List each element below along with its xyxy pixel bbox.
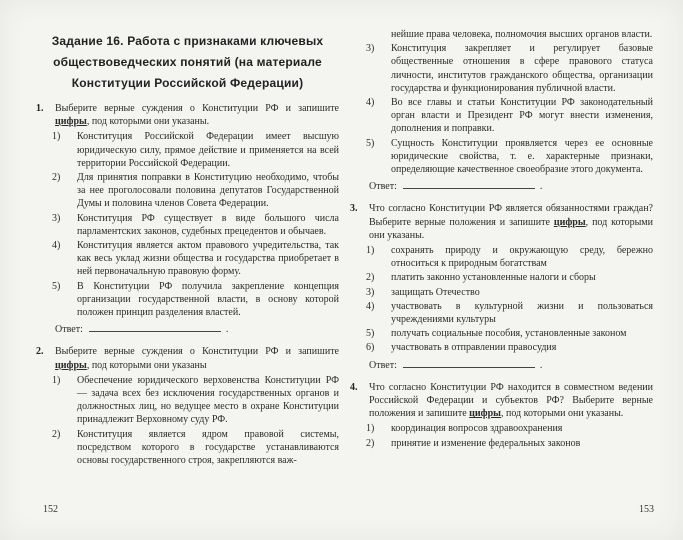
option-number: 6) [366, 342, 375, 354]
emphasis-word: цифры [469, 408, 501, 420]
option-row [366, 300, 653, 326]
title-line-1: Задание 16. Работа с признаками ключевых [51, 34, 324, 48]
option-text: участвовать в отправлении правосудия [391, 342, 557, 354]
option-text: Для принятия поправки в Конституцию необходимо, чтобы за нее проголосовали половина депутатов Государственной Думы и половина членов Совета Федерации. [77, 172, 339, 210]
option-text: защищать Отечество [391, 286, 480, 298]
option-row [52, 374, 339, 427]
option-number: 2) [52, 428, 61, 440]
intro-text-post: , под которыми они указаны. [86, 116, 210, 128]
option-text: Конституция закрепляет и регулирует базовые общественные отношения в сфере правового статуса личности, институтов гражданского общества, организации государства и функционирования публичной власти. [391, 43, 653, 94]
option-text: платить законно установленные налоги и сборы [391, 272, 596, 284]
intro-text-pre: Выберите верные суждения о Конституции РФ и запишите [55, 103, 339, 114]
answer-blank [403, 178, 535, 189]
option-number: 2) [52, 172, 61, 184]
answer-label: Ответ: [369, 359, 397, 371]
option-text: Конституция Российской Федерации имеет высшую юридическую силу, прямое действие и применяется на всей территории Российской Федерации. [77, 131, 339, 169]
page-number-right: 153 [639, 504, 654, 515]
book-page-left [36, 28, 339, 470]
task-number: 1. [36, 103, 44, 114]
task-intro [55, 345, 339, 371]
option-row [52, 171, 339, 211]
task-intro [55, 102, 339, 128]
option-text: В Конституции РФ получила закрепление концепция организации государственной власти, в основу которой положен принцип разделения властей. [77, 280, 339, 319]
option-text: получать социальные пособия, установленные законом [391, 328, 627, 340]
option-text: принятие и изменение федеральных законов [391, 437, 581, 449]
option-text: Сущность Конституции проявляется через ее основные юридические свойства, т. е. характерные признаки, определяющие качественное своеобразие этого документа. [391, 137, 653, 176]
option-number: 1) [366, 423, 375, 435]
emphasis-word: цифры [55, 116, 87, 128]
option-number: 3) [366, 43, 375, 55]
task-3 [350, 202, 653, 378]
option-text: Конституция РФ существует в виде большого числа парламентских законов, судебных прецедентов и обычаев. [77, 212, 339, 237]
task-2-continued [350, 28, 653, 200]
answer-label: Ответ: [369, 181, 397, 193]
page-number-left: 152 [43, 504, 58, 515]
task-4 [350, 381, 653, 451]
option-text: сохранять природу и окружающую среду, бережно относиться к природным богатствам [391, 245, 653, 270]
option-row [366, 271, 653, 284]
continuation-text: нейшие права человека, полномочия высших органов власти. [391, 29, 653, 40]
intro-text-post: , под которыми они указаны [86, 359, 207, 371]
option-number: 3) [52, 212, 61, 224]
task-body [366, 381, 653, 451]
option-number: 2) [366, 437, 375, 449]
answer-line [369, 178, 653, 193]
option-row [366, 437, 653, 450]
task-number: 3. [350, 203, 358, 215]
option-number: 1) [52, 131, 61, 143]
option-row [52, 212, 339, 238]
option-number: 1) [52, 374, 61, 386]
intro-text-post: , под которыми они указаны. [369, 216, 653, 241]
emphasis-word: цифры [553, 216, 586, 228]
option-text: Конституция является ядром правовой системы, посредством которого в государстве устанавливаются основы государственного строя, закрепляются важ- [77, 428, 339, 467]
option-text: Обеспечение юридического верховенства Конституции РФ — задача всех без исключения государственных органов и должностных лиц, но ведущее место в охране Конституции принадлежит Верховному суду РФ. [77, 374, 339, 426]
option-text: Во все главы и статьи Конституции РФ законодательный орган власти и Президент РФ могут внести изменения, дополнения и поправки. [391, 97, 653, 135]
option-row [52, 280, 339, 320]
option-number: 2) [366, 272, 375, 284]
option-row [366, 96, 653, 136]
option-row [52, 130, 339, 170]
title-line-3: Конституции Российской Федерации) [71, 76, 304, 90]
intro-text-pre: Что согласно Конституции РФ является обязанностями граждан? Выберите верные положения и запишите [369, 203, 653, 228]
answer-blank [89, 321, 221, 332]
title-line-2: обществоведческих понятий (на материале [53, 55, 322, 69]
option-number: 4) [366, 97, 375, 109]
option-row [366, 244, 653, 270]
option-text: Конституция является актом правового учредительства, так как весь уклад жизни общества и государства приобретает в ней первоначальную правовую форму. [77, 240, 339, 278]
option-number: 5) [366, 137, 375, 149]
intro-text-pre: Выберите верные суждения о Конституции РФ и запишите [55, 346, 339, 358]
option-number: 5) [366, 328, 375, 340]
option-row [366, 286, 653, 299]
answer-label: Ответ: [55, 324, 83, 336]
emphasis-word: цифры [55, 359, 87, 371]
answer-line [369, 357, 653, 372]
answer-period: . [539, 181, 543, 193]
option-row [366, 42, 653, 95]
option-number: 1) [366, 245, 375, 257]
option-number: 4) [366, 300, 375, 312]
intro-text-post: , под которыми они указаны. [500, 408, 624, 420]
option-number: 3) [366, 286, 375, 298]
answer-period: . [225, 324, 229, 336]
task-body [366, 202, 653, 378]
intro-text-pre: Что согласно Конституции РФ находится в совместном ведении Российской Федерации и субъектов РФ? Выберите верные положения и запишите [369, 381, 653, 420]
option-text: участвовать в культурной жизни и пользоваться учреждениями культуры [391, 300, 653, 326]
option-row [366, 341, 653, 354]
option-row [52, 239, 339, 279]
page-title [36, 31, 339, 94]
book-page-right [350, 28, 653, 453]
option-number: 4) [52, 240, 61, 252]
task-1 [36, 102, 339, 343]
task-intro [369, 381, 653, 421]
task-number: 2. [36, 346, 44, 358]
task-number: 4. [350, 381, 358, 393]
task-body [52, 102, 339, 343]
option-row [52, 428, 339, 468]
option-row [366, 137, 653, 177]
task-2 [36, 345, 339, 468]
task-body [52, 345, 339, 468]
answer-blank [403, 357, 535, 368]
option-row [366, 327, 653, 340]
answer-line [55, 321, 339, 336]
option-number: 5) [52, 280, 61, 292]
task-intro [369, 202, 653, 242]
task-body [366, 28, 653, 200]
answer-period: . [539, 359, 543, 371]
option-row [366, 422, 653, 435]
option-text: координация вопросов здравоохранения [391, 423, 563, 435]
